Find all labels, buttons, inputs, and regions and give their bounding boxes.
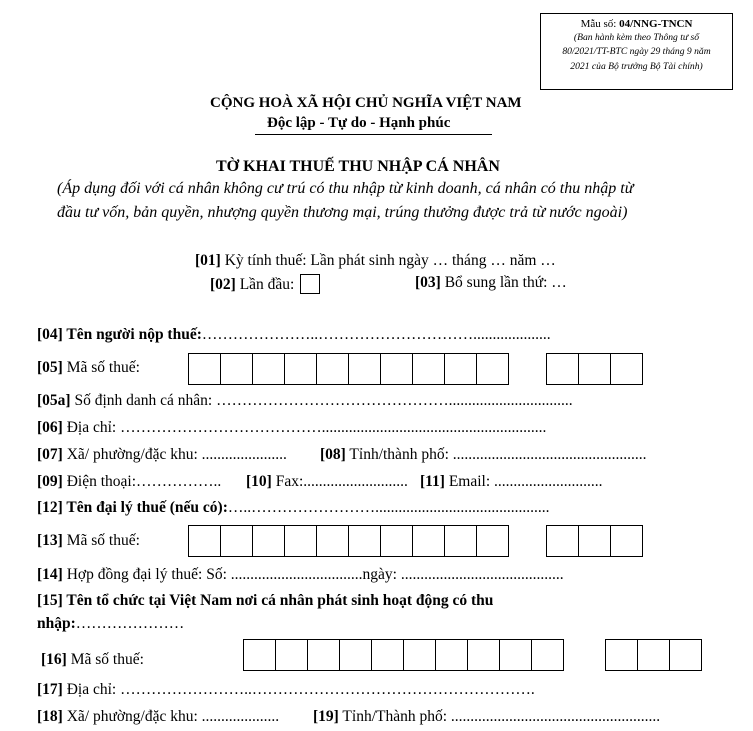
field-09-text: Điện thoại:…………….. bbox=[62, 473, 222, 490]
field-03-code: [03] bbox=[415, 274, 441, 291]
digit-box[interactable] bbox=[476, 525, 509, 557]
motto-underline bbox=[255, 134, 492, 135]
field-03-text: Bổ sung lần thứ: … bbox=[440, 274, 567, 291]
first-time-checkbox[interactable] bbox=[300, 274, 320, 294]
field-15-dots: ………………… bbox=[75, 615, 185, 632]
form-note-line2: 80/2021/TT-BTC ngày 29 tháng 9 năm bbox=[562, 46, 711, 58]
digit-box[interactable] bbox=[637, 639, 670, 671]
field-02-first-time bbox=[210, 274, 320, 294]
digit-box[interactable] bbox=[435, 639, 468, 671]
form-note-line3: 2021 của Bộ trưởng Bộ Tài chính) bbox=[570, 60, 703, 72]
tax-code-suffix-boxes-05[interactable] bbox=[546, 353, 643, 385]
field-19-text: Tỉnh/Thành phố: ...................................................... bbox=[338, 708, 661, 725]
document-title: TỜ KHAI THUẾ THU NHẬP CÁ NHÂN bbox=[216, 158, 500, 175]
digit-box[interactable] bbox=[412, 525, 445, 557]
field-05-code: [05] bbox=[37, 359, 63, 376]
field-04-label: [04] Tên người nộp thuế: bbox=[37, 326, 202, 343]
digit-box[interactable] bbox=[444, 525, 477, 557]
digit-box[interactable] bbox=[348, 525, 381, 557]
digit-box[interactable] bbox=[284, 353, 317, 385]
field-07-text: Xã/ phường/đặc khu: ...................... bbox=[62, 446, 287, 463]
tax-code-boxes-13[interactable] bbox=[188, 525, 509, 557]
field-10-text: Fax:........................... bbox=[271, 473, 408, 490]
digit-box[interactable] bbox=[578, 353, 611, 385]
digit-box[interactable] bbox=[316, 525, 349, 557]
digit-box[interactable] bbox=[243, 639, 276, 671]
digit-box[interactable] bbox=[531, 639, 564, 671]
digit-box[interactable] bbox=[380, 353, 413, 385]
field-11-text: Email: ............................ bbox=[444, 473, 603, 490]
field-16-org-tax-code bbox=[41, 651, 144, 669]
form-code-box bbox=[540, 13, 733, 90]
digit-box[interactable] bbox=[380, 525, 413, 557]
form-note-line1: (Ban hành kèm theo Thông tư số bbox=[573, 32, 700, 43]
tax-code-boxes-16[interactable] bbox=[243, 639, 564, 671]
digit-box[interactable] bbox=[339, 639, 372, 671]
field-05a-personal-id bbox=[37, 392, 573, 410]
form-code bbox=[541, 17, 732, 31]
field-08-code: [08] bbox=[320, 446, 346, 463]
field-08-province bbox=[320, 446, 647, 464]
document-subtitle-line1: (Áp dụng đối với cá nhân không cư trú có thu nhập từ kinh doanh, cá nhân có thu nhập từ bbox=[57, 180, 634, 197]
field-10-fax bbox=[246, 473, 408, 491]
field-09-code: [09] bbox=[37, 473, 63, 490]
digit-box[interactable] bbox=[252, 353, 285, 385]
field-13-agent-tax-code bbox=[37, 532, 140, 550]
field-05-tax-code bbox=[37, 359, 140, 377]
field-07-code: [07] bbox=[37, 446, 63, 463]
digit-box[interactable] bbox=[188, 525, 221, 557]
field-02-code: [02] bbox=[210, 276, 236, 293]
field-01-period bbox=[195, 252, 556, 270]
field-16-text: Mã số thuế: bbox=[66, 651, 144, 668]
field-17-org-address bbox=[37, 681, 535, 699]
field-14-text: Hợp đồng đại lý thuế: Số: ..................................ngày: .......................................... bbox=[62, 566, 564, 583]
field-11-code: [11] bbox=[420, 473, 445, 490]
digit-box[interactable] bbox=[610, 353, 643, 385]
field-05-text: Mã số thuế: bbox=[62, 359, 140, 376]
digit-box[interactable] bbox=[284, 525, 317, 557]
digit-box[interactable] bbox=[546, 525, 579, 557]
nation-header: CỘNG HOÀ XÃ HỘI CHỦ NGHĨA VIỆT NAM bbox=[210, 95, 522, 111]
field-06-text: Địa chỉ: ………………………………….......................................................... bbox=[62, 419, 547, 436]
digit-box[interactable] bbox=[316, 353, 349, 385]
digit-box[interactable] bbox=[476, 353, 509, 385]
digit-box[interactable] bbox=[275, 639, 308, 671]
field-03-supplement bbox=[415, 274, 567, 292]
field-15-organization-line2 bbox=[37, 615, 184, 633]
field-19-org-province bbox=[313, 708, 660, 726]
field-02-text: Lần đầu: bbox=[235, 276, 295, 293]
digit-box[interactable] bbox=[499, 639, 532, 671]
tax-code-boxes-05[interactable] bbox=[188, 353, 509, 385]
field-12-dots: …..……………………............................................. bbox=[227, 499, 550, 516]
field-13-code: [13] bbox=[37, 532, 63, 549]
field-13-text: Mã số thuế: bbox=[62, 532, 140, 549]
field-14-code: [14] bbox=[37, 566, 63, 583]
digit-box[interactable] bbox=[371, 639, 404, 671]
digit-box[interactable] bbox=[669, 639, 702, 671]
digit-box[interactable] bbox=[578, 525, 611, 557]
digit-box[interactable] bbox=[188, 353, 221, 385]
field-18-code: [18] bbox=[37, 708, 63, 725]
tax-code-suffix-boxes-16[interactable] bbox=[605, 639, 702, 671]
digit-box[interactable] bbox=[546, 353, 579, 385]
digit-box[interactable] bbox=[220, 353, 253, 385]
field-05a-text: Số định danh cá nhân: ………………………………………................................ bbox=[70, 392, 573, 409]
field-12-label: [12] Tên đại lý thuế (nếu có): bbox=[37, 499, 228, 516]
field-10-code: [10] bbox=[246, 473, 272, 490]
digit-box[interactable] bbox=[307, 639, 340, 671]
digit-box[interactable] bbox=[220, 525, 253, 557]
field-17-code: [17] bbox=[37, 681, 63, 698]
field-19-code: [19] bbox=[313, 708, 339, 725]
field-12-tax-agent bbox=[37, 499, 550, 517]
field-09-phone bbox=[37, 473, 221, 491]
field-01-text: Kỳ tính thuế: Lần phát sinh ngày … tháng … năm … bbox=[220, 252, 556, 269]
field-06-address bbox=[37, 419, 546, 437]
motto: Độc lập - Tự do - Hạnh phúc bbox=[267, 115, 451, 131]
field-14-agent-contract bbox=[37, 566, 564, 584]
digit-box[interactable] bbox=[610, 525, 643, 557]
form-code-label: Mẫu số: bbox=[580, 18, 620, 30]
field-05a-code: [05a] bbox=[37, 392, 71, 409]
field-04-taxpayer-name bbox=[37, 326, 551, 344]
form-code-value: 04/NNG-TNCN bbox=[619, 18, 693, 30]
digit-box[interactable] bbox=[412, 353, 445, 385]
tax-code-suffix-boxes-13[interactable] bbox=[546, 525, 643, 557]
field-15-organization-line1: [15] Tên tổ chức tại Việt Nam nơi cá nhân phát sinh hoạt động có thu bbox=[37, 592, 494, 609]
field-04-dots: …………………..………………………….................... bbox=[201, 326, 551, 343]
field-16-code: [16] bbox=[41, 651, 67, 668]
digit-box[interactable] bbox=[605, 639, 638, 671]
digit-box[interactable] bbox=[444, 353, 477, 385]
field-18-org-ward bbox=[37, 708, 279, 726]
field-07-ward bbox=[37, 446, 287, 464]
field-01-code: [01] bbox=[195, 252, 221, 269]
field-06-code: [06] bbox=[37, 419, 63, 436]
field-18-text: Xã/ phường/đặc khu: .................... bbox=[62, 708, 280, 725]
digit-box[interactable] bbox=[467, 639, 500, 671]
document-subtitle-line2: đầu tư vốn, bản quyền, nhượng quyền thương mại, trúng thưởng được trả từ nước ngoài) bbox=[57, 204, 628, 221]
digit-box[interactable] bbox=[403, 639, 436, 671]
field-08-text: Tỉnh/thành phố: .................................................. bbox=[345, 446, 647, 463]
field-17-text: Địa chỉ: ……………………..………………………………………………. bbox=[62, 681, 535, 698]
digit-box[interactable] bbox=[252, 525, 285, 557]
digit-box[interactable] bbox=[348, 353, 381, 385]
field-15-label: nhập: bbox=[37, 615, 76, 632]
field-11-email bbox=[420, 473, 603, 491]
